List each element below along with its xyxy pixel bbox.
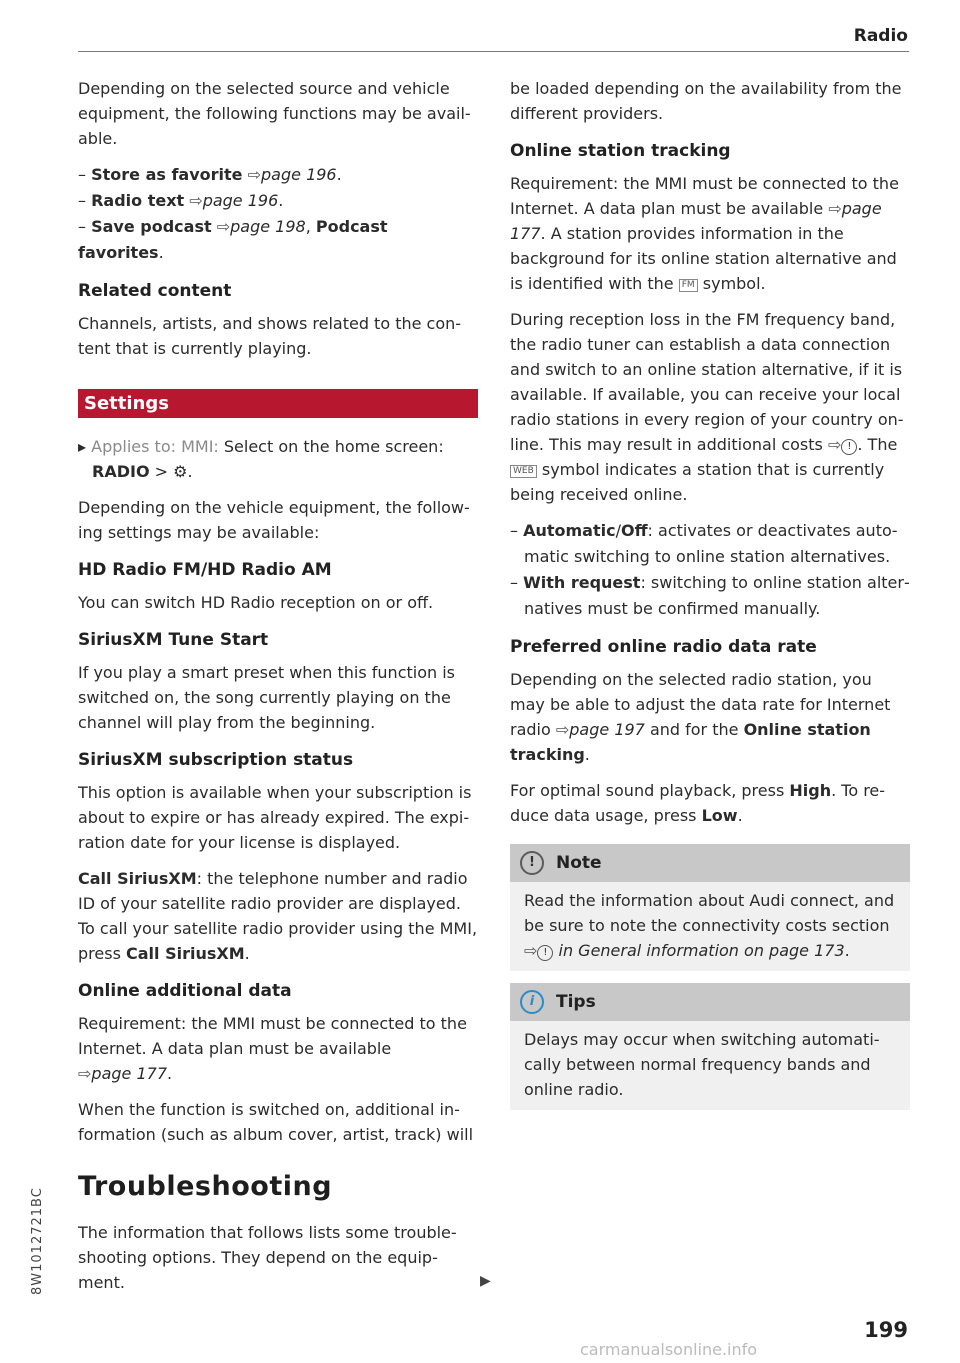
online-data-requirement: Requirement: the MMI must be connected to the Internet. A data plan must be available ⇨page 177. <box>78 1014 467 1083</box>
xref-arrow-icon: ⇨ <box>78 1064 92 1083</box>
related-heading: Related content <box>78 281 232 301</box>
tips-box <box>510 983 910 1110</box>
left-column <box>78 76 478 1147</box>
radio-menu-label: RADIO <box>92 462 150 481</box>
right-column <box>510 76 910 1110</box>
list-item: – Radio text ⇨page 196. <box>78 191 284 210</box>
subscription-heading: SiriusXM subscription status <box>78 750 354 770</box>
watermark: carmanualsonline.info <box>580 1340 758 1359</box>
note-box <box>510 844 910 971</box>
troubleshooting-text: The information that follows lists some troubleshooting options. They depend on the equipment. <box>78 1223 457 1292</box>
hd-heading: HD Radio FM/HD Radio AM <box>78 560 332 580</box>
note-header: ! Note <box>510 844 910 882</box>
page-number: 199 <box>864 1318 908 1342</box>
xref-arrow-icon: ⇨ <box>189 191 203 210</box>
data-rate-text: Depending on the selected radio station, you may be able to adjust the data rate for Internet radio ⇨page 197 and for the Online station tracking. <box>510 670 891 764</box>
continued-text: be loaded depending on the availability from the different providers. <box>510 79 902 123</box>
station-tracking-text: Requirement: the MMI must be connected to the Internet. A data plan must be available ⇨page 177. A station provides information in the background for its online station alternative and is identified with the FM symbol. <box>510 174 899 293</box>
web-station-icon: WEB <box>510 465 537 478</box>
subscription-text: This option is available when your subscription is about to expire or has already expired. The expiration date for your license is displayed. <box>78 783 472 852</box>
sound-playback-text: For optimal sound playback, press High. To reduce data usage, press Low. <box>510 781 886 825</box>
xref-arrow-icon: ⇨ <box>216 217 231 236</box>
section-title: Radio <box>853 26 908 46</box>
function-list <box>78 162 478 266</box>
tips-text: Delays may occur when switching automatically between normal frequency bands and online radio. <box>524 1030 880 1099</box>
xref-arrow-icon: ⇨ <box>555 720 570 739</box>
xref-arrow-icon: ⇨ <box>828 199 842 218</box>
warning-icon: ! <box>841 439 857 455</box>
intro-text: Depending on the selected source and vehicle equipment, the following functions may be available. <box>78 79 471 148</box>
page-link[interactable]: page 177 <box>510 199 882 243</box>
data-rate-heading: Preferred online radio data rate <box>510 637 817 657</box>
tune-start-heading: SiriusXM Tune Start <box>78 630 269 650</box>
hd-text: You can switch HD Radio reception on or off. <box>78 593 434 612</box>
call-siriusxm-text: Call SiriusXM: the telephone number and radio ID of your satellite radio provider are displayed. To call your satellite radio provider using the MMI, press Call SiriusXM. <box>78 869 478 963</box>
document-code: 8W1012721BC <box>30 1187 45 1295</box>
bullet-triangle-icon: ▸ <box>78 437 87 456</box>
settings-heading: Settings <box>78 389 478 418</box>
header-rule <box>78 51 909 52</box>
page-link[interactable]: in General information on page 173 <box>558 941 845 960</box>
applies-to: ▸ Applies to: MMI: Select on the home screen: RADIO > ⚙. <box>78 437 444 481</box>
note-text: Read the information about Audi connect, and be sure to note the connectivity costs section ⇨ ! in General information on page 173. <box>524 891 895 960</box>
xref-arrow-icon: ⇨ <box>524 941 538 960</box>
online-data-heading: Online additional data <box>78 981 292 1001</box>
continue-arrow-icon: ▶ <box>480 1273 491 1289</box>
tune-start-text: If you play a smart preset when this function is switched on, the song currently playing on the channel will play from the beginning. <box>78 663 456 732</box>
list-item: – Save podcast ⇨page 198, Podcast favorites. <box>78 217 388 262</box>
tips-header: i Tips <box>510 983 910 1021</box>
warning-icon: ! <box>537 945 553 961</box>
list-item: – With request: switching to online station alternatives must be confirmed manually. <box>510 573 910 618</box>
list-item-label: Radio text <box>91 191 185 210</box>
list-item-label: Store as favorite <box>91 165 243 184</box>
page-link[interactable]: page 196 <box>202 191 279 210</box>
info-icon: i <box>520 990 544 1014</box>
settings-intro: Depending on the vehicle equipment, the following settings may be available: <box>78 498 470 542</box>
online-data-text: When the function is switched on, additional information (such as album cover, artist, track) will <box>78 1100 474 1144</box>
warning-icon: ! <box>520 851 544 875</box>
xref-arrow-icon: ⇨ <box>827 435 842 454</box>
list-item: – Automatic/Off: activates or deactivates automatic switching to online station alternatives. <box>510 521 898 566</box>
list-item: – Store as favorite ⇨page 196. <box>78 165 342 184</box>
troubleshooting-heading: Troubleshooting <box>78 1171 333 1202</box>
reception-loss-text: During reception loss in the FM frequency band, the radio tuner can establish a data connection and switch to an online station alternative, if it is available. If available, you can receive your local radio stations in every region of your country online. This may result in additional costs ⇨ ! . The WEB symbol indicates a station that is currently being received online. <box>510 310 904 504</box>
station-tracking-heading: Online station tracking <box>510 141 731 161</box>
page-link[interactable]: page 198 <box>230 217 306 236</box>
page-link[interactable]: page 197 <box>569 720 645 739</box>
fm-station-icon: FM <box>679 279 698 292</box>
gear-icon: ⚙ <box>173 462 188 481</box>
list-item-label: Save podcast <box>91 217 212 236</box>
xref-arrow-icon: ⇨ <box>247 165 262 184</box>
page-link[interactable]: page 196 <box>261 165 337 184</box>
page-link[interactable]: page 177 <box>91 1064 167 1083</box>
related-text: Channels, artists, and shows related to the content that is currently playing. <box>78 314 462 358</box>
